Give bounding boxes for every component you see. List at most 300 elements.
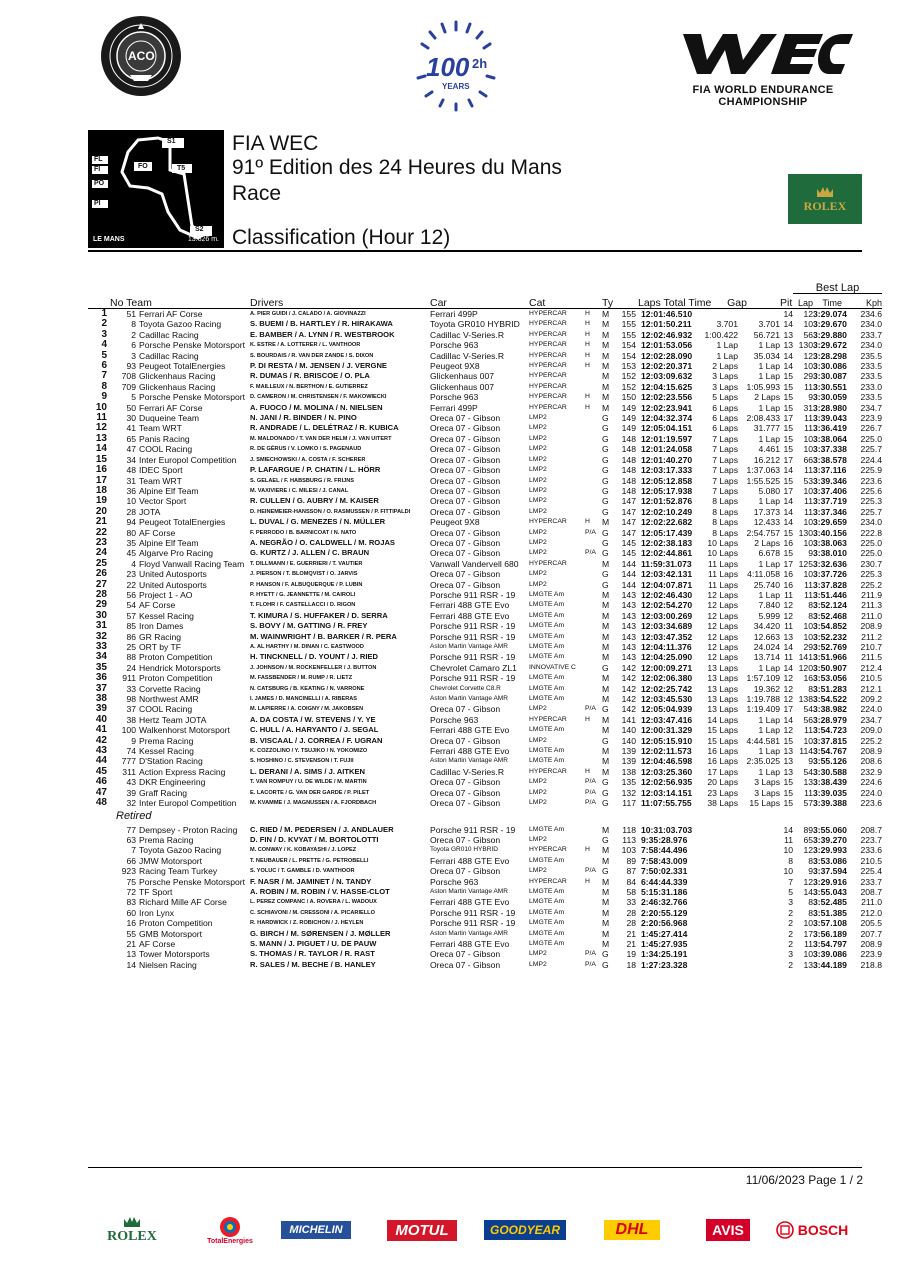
row-team: United Autosports (139, 569, 207, 580)
table-row (88, 330, 882, 340)
row-best-lap-number: 9 (808, 392, 813, 403)
row-category: LMP2 (529, 476, 547, 484)
row-best-lap-kph: 205.5 (860, 918, 883, 929)
col-drivers: Drivers (250, 296, 284, 309)
row-drivers: F. MAILLEUX / N. BERTHON / E. GUTIERREZ (250, 383, 368, 390)
row-class (585, 444, 602, 454)
col-time: Time (822, 297, 842, 308)
row-drivers: R. SALES / M. BECHE / B. HANLEY (250, 959, 376, 969)
row-gap-previous: 1 Lap (758, 371, 780, 382)
row-total-time: 12:02:44.861 (641, 548, 693, 559)
row-team: Tower Motorsports (139, 949, 210, 960)
row-position: 17 (95, 474, 107, 486)
row-position: 14 (95, 443, 107, 455)
row-category: LMGTE Am (529, 601, 565, 609)
row-category: HYPERCAR (529, 846, 567, 854)
row-car: Oreca 07 - Gibson (430, 454, 501, 465)
row-drivers: F. NASR / M. JAMINET / N. TANDY (250, 876, 372, 886)
row-tyre: G (602, 475, 609, 486)
row-class (585, 538, 602, 548)
row-car-number: 63 (126, 834, 136, 845)
row-laps: 147 (621, 527, 636, 538)
row-team: D'Station Racing (139, 756, 203, 767)
row-pit: 17 (783, 558, 793, 569)
row-best-lap-number: 11 (804, 465, 813, 476)
row-laps: 155 (621, 329, 636, 340)
row-team: Prema Racing (139, 735, 194, 746)
row-gap-previous (738, 918, 780, 928)
sector-fi: FI (94, 166, 101, 173)
row-class (585, 663, 602, 673)
retired-row (88, 918, 882, 928)
column-header-row (88, 294, 882, 309)
row-car: Porsche 963 (430, 876, 479, 887)
row-drivers: P. DI RESTA / M. JENSEN / J. VERGNE (250, 361, 388, 371)
row-best-lap-kph: 223.7 (860, 834, 883, 845)
table-row (88, 486, 882, 496)
row-best-lap-time: 3:37.815 (813, 735, 847, 746)
row-drivers: T. VAN ROMPUY / U. DE WILDE / M. MARTIN (250, 779, 367, 786)
row-laps: 148 (621, 475, 636, 486)
row-category: LMP2 (529, 549, 547, 557)
row-team: Panis Racing (139, 433, 190, 444)
row-best-lap-time: 3:39.043 (813, 413, 847, 424)
row-position: 13 (95, 432, 107, 444)
row-tyre: G (602, 537, 609, 548)
row-class: P/A (585, 528, 596, 536)
row-best-lap-kph: 230.7 (860, 558, 883, 569)
row-car-number: 709 (121, 381, 136, 392)
col-cat: Cat (529, 296, 546, 309)
row-best-lap-number: 12 (803, 309, 813, 319)
row-best-lap-kph: 224.0 (860, 704, 883, 715)
row-best-lap-number: 8 (808, 610, 813, 621)
row-category: LMGTE Am (529, 674, 565, 682)
row-best-lap-number: 11 (804, 787, 813, 798)
row-total-time: 7:50:02.331 (641, 866, 688, 877)
row-best-lap-number: 8 (808, 907, 813, 918)
row-total-time: 12:02:06.380 (641, 673, 693, 684)
row-class (585, 642, 602, 652)
row-best-lap-kph: 210.5 (860, 855, 883, 866)
row-gap-leader (694, 960, 738, 970)
row-category: LMGTE Am (529, 726, 565, 734)
row-best-lap-time: 3:55.126 (813, 756, 847, 767)
row-gap-previous: 12.663 (753, 631, 780, 642)
row-car-number: 708 (121, 371, 136, 382)
row-car-number: 24 (126, 662, 136, 673)
row-best-lap-number: 8 (808, 855, 813, 866)
row-gap-previous (738, 866, 780, 876)
row-laps: 141 (621, 714, 636, 725)
row-best-lap-kph: 210.7 (860, 642, 883, 652)
row-gap-leader: 12 Laps (707, 610, 738, 621)
table-row (88, 715, 882, 725)
row-class (585, 580, 602, 590)
row-laps: 58 (626, 886, 636, 897)
row-best-lap-number: 10 (803, 569, 813, 580)
row-car-number: 22 (126, 579, 136, 590)
row-team: Peugeot TotalEnergies (139, 517, 226, 528)
row-total-time: 12:04:11.376 (641, 642, 692, 652)
row-best-lap-time: 3:57.108 (813, 918, 847, 929)
row-laps: 154 (621, 340, 636, 351)
row-total-time: 12:01:19.597 (641, 433, 693, 444)
row-tyre: G (602, 496, 609, 507)
row-total-time: 12:03:47.352 (641, 631, 693, 642)
row-drivers: M. WAINWRIGHT / B. BARKER / R. PERA (250, 631, 397, 641)
row-laps: 152 (621, 371, 636, 382)
row-best-lap-time: 3:30.086 (813, 361, 847, 372)
table-row (88, 538, 882, 548)
table-row (88, 777, 882, 787)
row-best-lap-number: 11 (804, 496, 813, 507)
row-best-lap-number: 10 (803, 537, 813, 548)
row-pit: 17 (783, 704, 793, 715)
row-gap-previous: 1 Lap (758, 433, 780, 444)
row-drivers: M. LAPIERRE / A. COIGNY / M. JAKOBSEN (250, 706, 364, 713)
row-gap-leader: 5 Laps (712, 392, 738, 403)
row-drivers: M. MALDONADO / T. VAN DER HELM / J. VAN UITERT (250, 435, 392, 442)
row-drivers: R. HARDWICK / Z. ROBICHON / J. HEYLEN (250, 920, 364, 927)
row-drivers: T. FLOHR / F. CASTELLACCI / D. RIGON (250, 602, 356, 609)
row-gap-leader: 12 Laps (707, 589, 738, 600)
row-gap-previous: 1 Lap (758, 725, 780, 736)
row-laps: 84 (626, 876, 636, 887)
row-total-time: 7:58:44.496 (641, 845, 688, 856)
row-tyre: M (602, 329, 610, 340)
row-position: 31 (95, 620, 107, 632)
sponsor-avis (702, 1210, 754, 1250)
table-row (88, 580, 882, 590)
row-tyre: G (602, 569, 609, 580)
row-laps: 155 (621, 319, 636, 330)
row-category: LMGTE Am (529, 898, 565, 906)
row-best-lap-kph: 212.4 (860, 662, 883, 673)
row-total-time: 12:05:12.858 (641, 475, 693, 486)
row-drivers: R. DE GÉRUS / V. LOMKO / S. PAGENAUD (250, 446, 362, 453)
row-tyre: M (602, 309, 610, 319)
row-drivers: A. FUOCO / M. MOLINA / N. NIELSEN (250, 402, 383, 412)
row-best-lap-kph: 225.7 (860, 506, 883, 517)
row-class (585, 684, 602, 694)
row-gap-previous (738, 908, 780, 918)
row-drivers: P. HANSON / F. ALBUQUERQUE / P. LUBIN (250, 581, 363, 588)
row-pit: 2 (788, 938, 793, 949)
row-best-lap-time: 3:29.880 (813, 329, 847, 340)
row-team: United Autosports (139, 579, 207, 590)
row-pit: 12 (783, 725, 793, 736)
row-best-lap-kph: 224.0 (860, 787, 883, 798)
row-best-lap-time: 3:55.043 (813, 886, 847, 897)
row-position: 32 (95, 630, 107, 642)
row-best-lap-time: 3:37.828 (813, 579, 847, 590)
row-class (585, 632, 602, 642)
row-pit: 14 (783, 465, 793, 476)
row-car: Aston Martin Vantage AMR (430, 757, 508, 765)
row-total-time: 12:03:25.360 (641, 766, 693, 777)
retired-row (88, 949, 882, 959)
row-best-lap-kph: 208.7 (860, 824, 883, 835)
table-row (88, 767, 882, 777)
row-pit: 14 (783, 309, 793, 319)
table-row (88, 673, 882, 683)
row-drivers: P. HYETT / G. JEANNETTE / M. CAIROLI (250, 591, 356, 598)
row-best-lap-time: 3:30.087 (813, 371, 847, 382)
row-car-number: 38 (126, 714, 136, 725)
row-gap-previous: 1 Lap (758, 746, 780, 757)
row-car: Oreca 07 - Gibson (430, 433, 501, 444)
row-position: 11 (96, 412, 107, 424)
row-position (88, 856, 110, 866)
table-row (88, 621, 882, 631)
row-team: COOL Racing (139, 444, 193, 455)
row-position: 9 (101, 391, 107, 403)
row-total-time: 11:07:55.755 (641, 798, 692, 809)
row-team: Proton Competition (139, 918, 213, 929)
row-best-lap-kph: 225.3 (860, 569, 883, 580)
row-drivers: E. LACORTE / G. VAN DER GARDE / P. PILET (250, 789, 370, 796)
row-car: Aston Martin Vantage AMR (430, 887, 508, 895)
row-position: 20 (95, 505, 107, 517)
row-position: 22 (95, 526, 107, 538)
row-gap-leader: 8 Laps (712, 506, 738, 517)
row-position (88, 877, 110, 887)
row-best-lap-time: 3:53.056 (813, 673, 847, 684)
sector-fl: FL (94, 156, 103, 163)
row-drivers: C. SCHIAVONI / M. CRESSONI / A. PICARIELLO (250, 909, 375, 916)
row-category: HYPERCAR (529, 330, 567, 338)
centenary-24h: 2h (472, 56, 488, 71)
row-laps: 117 (622, 798, 636, 809)
row-tyre: G (602, 444, 609, 455)
row-best-lap-number: 138 (798, 694, 813, 705)
row-position: 23 (95, 536, 107, 548)
table-row (88, 517, 882, 527)
row-pit: 15 (783, 527, 793, 538)
row-total-time: 12:01:40.270 (641, 454, 693, 465)
row-tyre: M (602, 631, 610, 642)
row-car-number: 23 (126, 569, 136, 580)
row-class (585, 455, 602, 465)
row-car: Oreca 07 - Gibson (430, 735, 501, 746)
row-category: INNOVATIVE C (529, 663, 576, 671)
row-tyre: M (602, 610, 610, 621)
row-gap-previous: 2 Laps (754, 392, 780, 403)
row-car: Oreca 07 - Gibson (430, 949, 501, 960)
row-gap-leader: 13 Laps (707, 694, 738, 705)
row-class (585, 600, 602, 610)
row-team: Proton Competition (139, 652, 213, 663)
sector-pi: PI (94, 200, 101, 207)
row-gap-previous: 1:19.788 (746, 694, 780, 705)
row-category: HYPERCAR (529, 320, 567, 328)
row-gap-previous (738, 835, 780, 845)
row-position (88, 897, 110, 907)
row-total-time: 1:45:27.935 (641, 938, 688, 949)
row-car: Porsche 911 RSR - 19 (430, 631, 516, 642)
row-class (585, 897, 602, 907)
row-total-time: 12:04:32.374 (641, 413, 693, 424)
row-gap-previous: 24.024 (753, 642, 780, 652)
row-car: Oreca 07 - Gibson (430, 548, 501, 559)
row-gap-leader (694, 866, 738, 876)
row-position: 40 (95, 713, 107, 725)
row-pit: 13 (783, 746, 793, 757)
row-category: LMGTE Am (529, 622, 565, 630)
row-gap-leader: 6 Laps (712, 423, 738, 434)
sponsor-goodyear (480, 1210, 570, 1250)
row-pit: 14 (783, 319, 793, 330)
row-category: LMP2 (529, 960, 547, 968)
row-team: Walkenhorst Motorsport (139, 725, 230, 736)
row-class: H (585, 362, 590, 370)
row-total-time: 12:04:25.090 (641, 652, 693, 663)
row-tyre: G (602, 465, 609, 476)
row-best-lap-number: 114 (799, 746, 813, 757)
row-pit: 15 (783, 402, 793, 413)
row-gap-leader (694, 845, 738, 855)
row-gap-leader: 8 Laps (712, 496, 738, 507)
row-category: LMP2 (529, 497, 547, 505)
row-best-lap-kph: 208.9 (860, 746, 883, 757)
row-best-lap-kph: 233.7 (860, 329, 883, 340)
row-class: H (585, 341, 590, 349)
row-best-lap-kph: 224.6 (860, 777, 883, 788)
table-row (88, 392, 882, 402)
row-category: LMGTE Am (529, 919, 565, 927)
row-tyre: G (602, 866, 609, 877)
row-best-lap-kph: 209.0 (860, 725, 883, 736)
row-best-lap-kph: 235.5 (860, 350, 883, 361)
sector-s2: S2 (195, 226, 204, 233)
row-car-number: 80 (126, 527, 136, 538)
row-best-lap-kph: 234.0 (860, 340, 883, 351)
row-pit: 17 (783, 454, 793, 465)
row-category: LMGTE Am (529, 747, 565, 755)
table-row (88, 340, 882, 350)
row-best-lap-time: 3:32.636 (813, 558, 847, 569)
row-car: Porsche 911 RSR - 19 (430, 652, 516, 663)
row-position: 30 (95, 609, 107, 621)
row-tyre: M (602, 855, 610, 866)
row-best-lap-time: 3:30.551 (813, 381, 847, 392)
row-best-lap-time: 3:39.035 (813, 787, 847, 798)
row-car-number: 54 (126, 600, 136, 611)
row-total-time: 12:02:23.556 (641, 392, 693, 403)
row-car-number: 88 (126, 652, 136, 663)
row-class (585, 423, 602, 433)
row-car-number: 94 (126, 517, 136, 528)
row-drivers: M. KVAMME / J. MAGNUSSEN / A. FJORDBACH (250, 800, 377, 807)
row-position: 15 (95, 453, 107, 465)
row-team: Porsche Penske Motorsport (139, 876, 246, 887)
table-row (88, 694, 882, 704)
row-gap-previous (738, 887, 780, 897)
row-pit: 14 (783, 361, 793, 372)
row-category: LMP2 (529, 950, 547, 958)
row-drivers: D. HEINEMEIER-HANSSON / O. RASMUSSEN / P. FITTIPALDI (250, 508, 411, 515)
row-laps: 33 (626, 897, 636, 908)
row-laps: 142 (621, 662, 636, 673)
row-class (585, 908, 602, 918)
row-class (585, 746, 602, 756)
row-gap-previous: 1 Lap (758, 340, 780, 351)
row-total-time: 12:00:09.271 (641, 662, 693, 673)
row-best-lap-kph: 233.7 (860, 876, 883, 887)
row-team: TF Sport (139, 886, 173, 897)
row-team: Corvette Racing (139, 683, 201, 694)
row-car-number: 10 (126, 496, 136, 507)
sponsor-michelin (270, 1210, 362, 1250)
row-car-number: 72 (126, 886, 136, 897)
row-tyre: M (602, 766, 610, 777)
row-total-time: 12:02:10.249 (641, 506, 693, 517)
row-team: Inter Europol Competition (139, 798, 237, 809)
row-position (88, 929, 110, 939)
row-best-lap-time: 3:40.156 (813, 527, 847, 538)
row-gap-leader (694, 887, 738, 897)
row-drivers: F. PERRODO / B. BARNICOAT / N. NATO (250, 529, 357, 536)
row-best-lap-number: 130 (798, 340, 813, 351)
row-tyre: M (602, 746, 610, 757)
row-category: LMP2 (529, 835, 547, 843)
centenary-100: 100 (426, 52, 470, 82)
row-team: Kessel Racing (139, 610, 194, 621)
row-position (88, 825, 110, 835)
row-best-lap-number: 10 (803, 444, 813, 455)
row-best-lap-time: 3:51.966 (813, 652, 847, 663)
row-best-lap-number: 89 (803, 824, 813, 835)
table-row (88, 548, 882, 558)
row-position: 5 (101, 349, 107, 361)
table-row (88, 736, 882, 746)
row-best-lap-number: 16 (803, 673, 813, 684)
row-car: Oreca 07 - Gibson (430, 537, 501, 548)
row-pit: 11 (784, 834, 793, 845)
row-best-lap-kph: 234.0 (860, 319, 883, 330)
row-team: Peugeot TotalEnergies (139, 361, 226, 372)
row-gap-previous: 1 Lap (758, 361, 780, 372)
row-car-number: 9 (131, 735, 136, 746)
row-class: H (585, 518, 590, 526)
row-total-time: 12:00:31.329 (641, 725, 693, 736)
row-car: Ferrari 488 GTE Evo (430, 938, 510, 949)
row-category: LMGTE Am (529, 632, 565, 640)
row-category: LMP2 (529, 434, 547, 442)
row-car: Ferrari 488 GTE Evo (430, 610, 510, 621)
row-laps: 143 (621, 610, 636, 621)
row-laps: 148 (621, 433, 636, 444)
row-pit: 13 (783, 340, 793, 351)
row-car-number: 37 (126, 704, 136, 715)
row-team: Northwest AMR (139, 694, 199, 705)
row-gap-leader: 7 Laps (712, 444, 738, 455)
row-best-lap-time: 3:38.063 (813, 537, 847, 548)
row-car: Vanwall Vandervell 680 (430, 558, 519, 569)
row-gap-leader: 13 Laps (707, 683, 738, 694)
table-row (88, 361, 882, 371)
row-tyre: M (602, 392, 610, 403)
row-team: AF Corse (139, 527, 176, 538)
row-position: 46 (95, 776, 107, 788)
row-laps: 149 (621, 402, 636, 413)
row-best-lap-time: 3:51.283 (813, 683, 847, 694)
row-car: Porsche 963 (430, 340, 479, 351)
row-gap-leader: 12 Laps (707, 642, 738, 652)
row-best-lap-number: 10 (803, 621, 813, 632)
row-car-number: 34 (126, 454, 136, 465)
